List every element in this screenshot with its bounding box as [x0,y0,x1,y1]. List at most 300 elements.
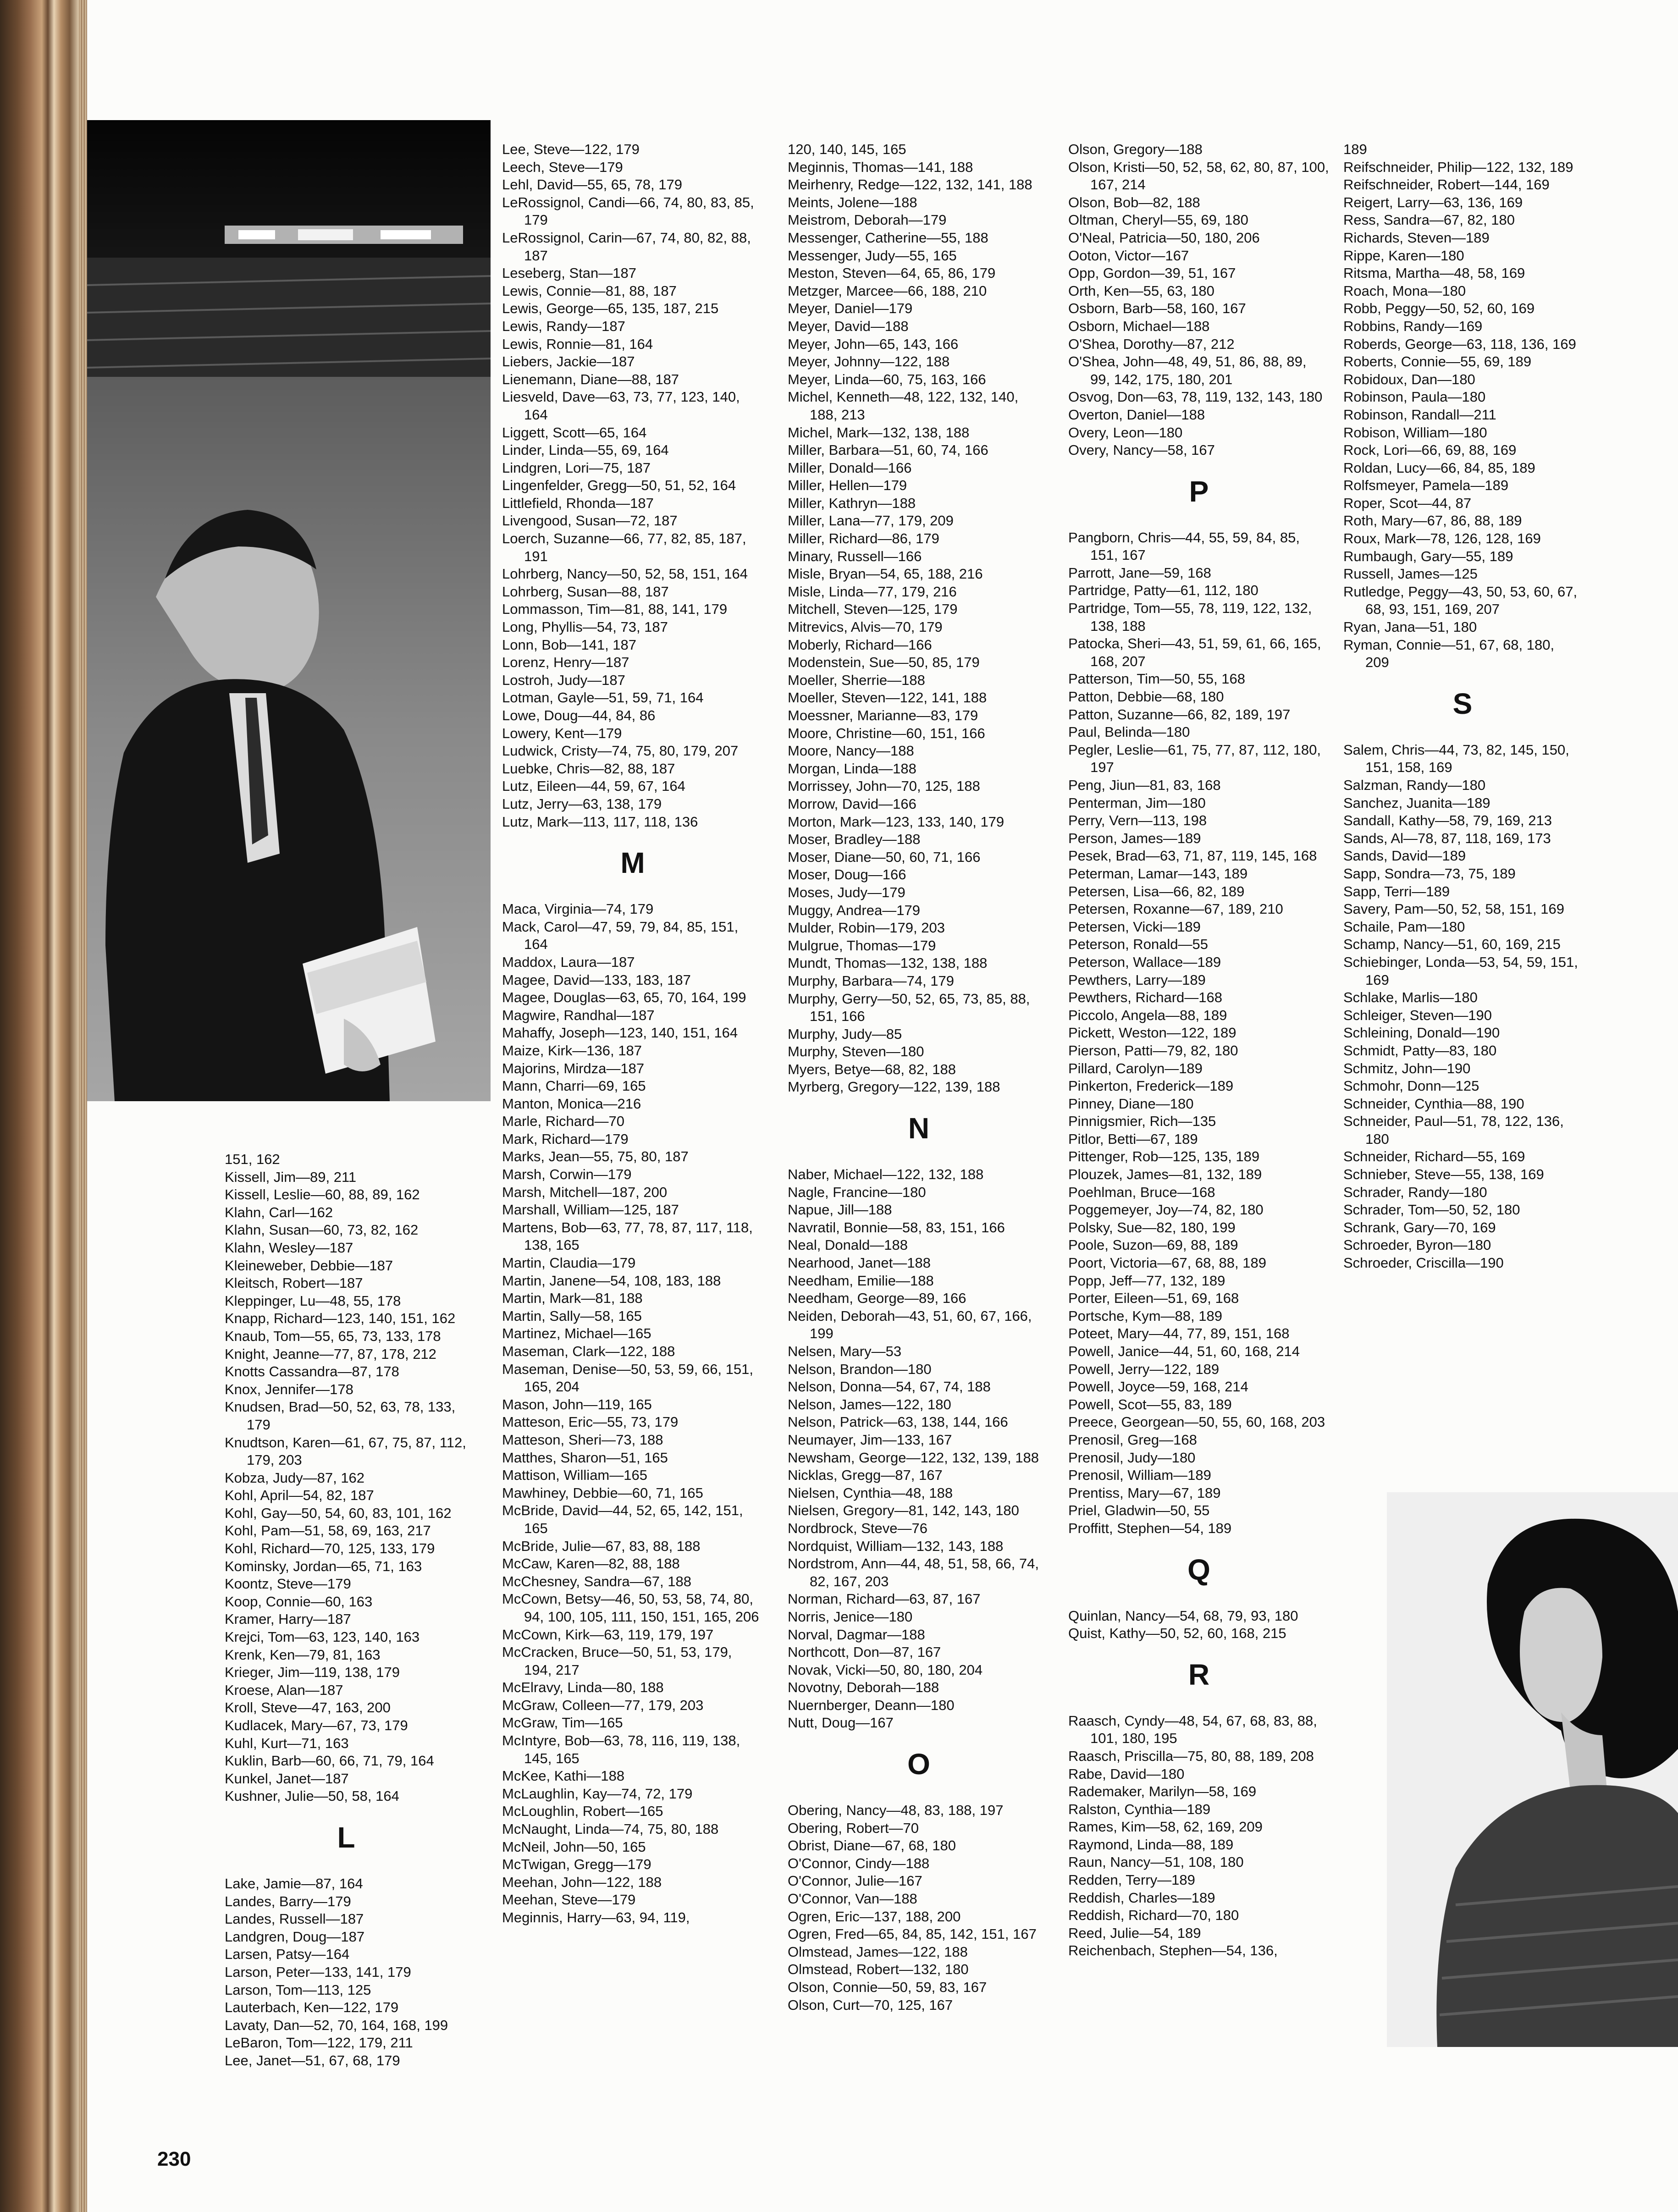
index-entry: Meyer, Linda—60, 75, 163, 166 [788,371,986,387]
index-entry: Marle, Richard—70 [502,1113,625,1130]
index-entry: Magee, David—133, 183, 187 [502,971,691,988]
index-entry: Schmitz, John—190 [1343,1060,1471,1076]
index-entry: LeRossignol, Candi—66, 74, 80, 83, 85, 179 [502,194,754,228]
index-entry: Poort, Victoria—67, 68, 88, 189 [1068,1255,1266,1271]
index-entry: Morrow, David—166 [788,795,916,812]
index-entry: 120, 140, 145, 165 [788,141,906,157]
index-entry: Portsche, Kym—88, 189 [1068,1307,1222,1324]
index-entry: Kleppinger, Lu—48, 55, 178 [225,1292,401,1309]
index-entry: Patton, Debbie—68, 180 [1068,689,1224,705]
index-entry: Kleitsch, Robert—187 [225,1275,363,1291]
index-entry: Raun, Nancy—51, 108, 180 [1068,1854,1244,1870]
index-entry: Meston, Steven—64, 65, 86, 179 [788,265,996,281]
index-entry: Naber, Michael—122, 132, 188 [788,1166,984,1183]
index-entry: Nagle, Francine—180 [788,1184,926,1200]
index-letter-heading: L [337,1820,355,1854]
index-entry: Lee, Steve—122, 179 [502,141,640,157]
index-entry: Reifschneider, Robert—144, 169 [1343,177,1550,193]
index-entry: McCracken, Bruce—50, 51, 53, 179, 194, 217 [502,1644,732,1678]
index-entry: Meehan, John—122, 188 [502,1874,662,1890]
index-entry: Lutz, Mark—113, 117, 118, 136 [502,813,698,830]
index-entry: Patterson, Tim—50, 55, 168 [1068,671,1245,687]
index-entry: Livengood, Susan—72, 187 [502,513,678,529]
index-entry: Neiden, Deborah—43, 51, 60, 67, 166, 199 [788,1307,1032,1342]
index-letter-heading: S [1452,687,1473,720]
index-entry: Preece, Georgean—50, 55, 60, 168, 203 [1068,1414,1325,1430]
index-entry: Petersen, Roxanne—67, 189, 210 [1068,901,1283,917]
index-entry: Nelson, Patrick—63, 138, 144, 166 [788,1414,1008,1430]
index-entry: Moeller, Sherrie—188 [788,672,925,688]
index-entry: Maseman, Clark—122, 188 [502,1343,675,1359]
index-entry: Quist, Kathy—50, 52, 60, 168, 215 [1068,1625,1286,1642]
index-entry: Olson, Gregory—188 [1068,141,1203,157]
index-entry: Roberts, Connie—55, 69, 189 [1343,353,1532,370]
index-entry: McLoughlin, Robert—165 [502,1803,663,1820]
index-entry: Sapp, Terri—189 [1343,883,1450,899]
index-entry: McCaw, Karen—82, 88, 188 [502,1556,680,1572]
index-entry: Moses, Judy—179 [788,884,905,900]
index-entry: Olmstead, James—122, 188 [788,1943,968,1960]
index-entry: Neal, Donald—188 [788,1237,908,1253]
index-entry: Michel, Kenneth—48, 122, 132, 140, 188, 213 [788,389,1019,423]
index-entry: Ritsma, Martha—48, 58, 169 [1343,265,1525,281]
index-entry: Messenger, Catherine—55, 188 [788,229,988,246]
index-entry: Schleining, Donald—190 [1343,1025,1500,1041]
index-entry: McTwigan, Gregg—179 [502,1856,651,1873]
index-entry: Proffitt, Stephen—54, 189 [1068,1520,1232,1536]
index-entry: Novak, Vicki—50, 80, 180, 204 [788,1661,983,1678]
index-entry: Majorins, Mirdza—187 [502,1060,645,1076]
index-entry: Mulder, Robin—179, 203 [788,920,945,936]
index-entry: Newsham, George—122, 132, 139, 188 [788,1449,1039,1466]
index-entry: Rames, Kim—58, 62, 169, 209 [1068,1819,1263,1835]
index-entry: Roldan, Lucy—66, 84, 85, 189 [1343,459,1535,476]
index-entry: Kuklin, Barb—60, 66, 71, 79, 164 [225,1753,434,1769]
index-entry: Kohl, Pam—51, 58, 69, 163, 217 [225,1522,431,1539]
index-entry: Lake, Jamie—87, 164 [225,1875,363,1892]
index-entry: Peng, Jiun—81, 83, 168 [1068,777,1221,793]
index-column-4 [1068,141,1330,1960]
index-entry: Neumayer, Jim—133, 167 [788,1431,952,1448]
index-entry: 189 [1343,141,1367,157]
index-entry: Sands, Al—78, 87, 118, 169, 173 [1343,830,1551,846]
index-entry: Maddox, Laura—187 [502,954,635,970]
index-entry: Miller, Hellen—179 [788,477,907,494]
index-entry: Meyer, Daniel—179 [788,300,913,317]
index-entry: Roach, Mona—180 [1343,282,1466,299]
index-entry: Ryan, Jana—51, 180 [1343,619,1477,635]
index-entry: Raasch, Cyndy—48, 54, 67, 68, 83, 88, 101, 180, 195 [1068,1712,1317,1747]
index-entry: Orth, Ken—55, 63, 180 [1068,282,1214,299]
index-entry: Robidoux, Dan—180 [1343,371,1475,387]
index-entry: Lienemann, Diane—88, 187 [502,371,679,387]
index-entry: Robbins, Randy—169 [1343,318,1483,334]
index-entry: Moberly, Richard—166 [788,636,932,653]
index-entry: Ryman, Connie—51, 67, 68, 180, 209 [1343,636,1555,671]
index-entry: Salem, Chris—44, 73, 82, 145, 150, 151, 158, 169 [1343,741,1569,776]
index-entry: Opp, Gordon—39, 51, 167 [1068,265,1236,281]
index-entry: Kissell, Leslie—60, 88, 89, 162 [225,1186,420,1203]
index-letter-heading: R [1188,1658,1210,1691]
index-entry: Rabe, David—180 [1068,1765,1185,1782]
index-entry: Pewthers, Richard—168 [1068,989,1222,1006]
index-entry: Partridge, Tom—55, 78, 119, 122, 132, 138, 188 [1068,600,1312,634]
index-entry: Krieger, Jim—119, 138, 179 [225,1664,400,1681]
index-entry: Quinlan, Nancy—54, 68, 79, 93, 180 [1068,1607,1298,1624]
index-column-5 [1343,141,1582,1272]
index-entry: Schamp, Nancy—51, 60, 169, 215 [1343,936,1561,953]
index-entry: Olson, Bob—82, 188 [1068,194,1200,210]
index-entry: Meistrom, Deborah—179 [788,212,947,228]
index-entry: Peterson, Ronald—55 [1068,936,1209,953]
index-entry: Maca, Virginia—74, 179 [502,901,654,917]
index-entry: Petersen, Vicki—189 [1068,918,1201,935]
index-entry: Pangborn, Chris—44, 55, 59, 84, 85, 151, 167 [1068,529,1300,563]
index-column-1 [225,1151,468,2070]
index-entry: LeRossignol, Carin—67, 74, 80, 82, 88, 187 [502,229,751,264]
index-entry: Matteson, Eric—55, 73, 179 [502,1414,679,1430]
index-entry: Matthes, Sharon—51, 165 [502,1449,668,1466]
index-entry: Penterman, Jim—180 [1068,794,1206,811]
index-entry: Moore, Nancy—188 [788,743,914,759]
index-entry: McGraw, Colleen—77, 179, 203 [502,1697,704,1713]
index-entry: Murphy, Steven—180 [788,1043,924,1060]
index-entry: Piccolo, Angela—88, 189 [1068,1007,1227,1023]
index-entry: McCown, Betsy—46, 50, 53, 58, 74, 80, 94, 100, 105, 111, 150, 151, 165, 206 [502,1591,759,1625]
index-entry: Miller, Richard—86, 179 [788,530,939,547]
index-entry: Kohl, Richard—70, 125, 133, 179 [225,1540,435,1557]
index-entry: Meints, Jolene—188 [788,194,917,210]
index-entry: Mundt, Thomas—132, 138, 188 [788,955,988,971]
index-entry: Martens, Bob—63, 77, 78, 87, 117, 118, 138, 165 [502,1219,753,1253]
index-entry: Murphy, Judy—85 [788,1026,902,1042]
index-entry: Reddish, Richard—70, 180 [1068,1907,1239,1924]
index-entry: Lohrberg, Susan—88, 187 [502,583,669,600]
index-entry: Richards, Steven—189 [1343,229,1490,246]
index-entry: Lohrberg, Nancy—50, 52, 58, 151, 164 [502,566,748,582]
photo-student-portrait [1387,1492,1678,2047]
index-entry: Lewis, Ronnie—81, 164 [502,336,653,352]
index-entry: Reigert, Larry—63, 136, 169 [1343,194,1523,210]
index-entry: Nearhood, Janet—188 [788,1255,931,1271]
index-entry: Nordbrock, Steve—76 [788,1520,927,1536]
index-entry: Olson, Connie—50, 59, 83, 167 [788,1979,987,1995]
index-entry: Patocka, Sheri—43, 51, 59, 61, 66, 165, 168, 207 [1068,635,1321,669]
index-entry: Prenosil, Judy—180 [1068,1449,1196,1466]
index-entry: Lee, Janet—51, 67, 68, 179 [225,2052,400,2069]
index-entry: Mack, Carol—47, 59, 79, 84, 85, 151, 164 [502,918,739,953]
index-entry: Robison, William—180 [1343,424,1487,441]
index-entry: Olson, Kristi—50, 52, 58, 62, 80, 87, 100, 167, 214 [1068,159,1329,193]
index-entry: McLaughlin, Kay—74, 72, 179 [502,1785,693,1802]
index-entry: Marshall, William—125, 187 [502,1202,679,1218]
index-entry: Nelson, Donna—54, 67, 74, 188 [788,1379,991,1395]
index-entry: Pillard, Carolyn—189 [1068,1060,1203,1076]
index-entry: Meginnis, Harry—63, 94, 119, [502,1909,690,1925]
index-entry: Larsen, Patsy—164 [225,1946,350,1963]
index-entry: Pierson, Patti—79, 82, 180 [1068,1042,1238,1059]
index-entry: Norval, Dagmar—188 [788,1626,925,1643]
index-entry: Person, James—189 [1068,830,1201,846]
index-entry: Schnieber, Steve—55, 138, 169 [1343,1166,1544,1183]
index-entry: Schneider, Paul—51, 78, 122, 136, 180 [1343,1113,1564,1147]
index-entry: Moser, Bradley—188 [788,831,921,848]
index-entry: Messenger, Judy—55, 165 [788,247,957,264]
index-entry: Rippe, Karen—180 [1343,247,1464,264]
index-entry: Poggemeyer, Joy—74, 82, 180 [1068,1202,1264,1218]
index-entry: Schmidt, Patty—83, 180 [1343,1042,1497,1059]
index-entry: Myers, Betye—68, 82, 188 [788,1061,956,1077]
index-entry: McNaught, Linda—74, 75, 80, 188 [502,1821,719,1837]
index-entry: Knudsen, Brad—50, 52, 63, 78, 133, 179 [225,1399,456,1433]
photo-student-portrait-graphic [1387,1492,1678,2047]
index-entry: LeBaron, Tom—122, 179, 211 [225,2035,413,2051]
index-entry: Klahn, Carl—162 [225,1204,333,1220]
index-entry: Lowery, Kent—179 [502,725,622,741]
index-entry: Porter, Eileen—51, 69, 168 [1068,1290,1239,1307]
index-entry: Miller, Lana—77, 179, 209 [788,513,954,529]
index-entry: Overy, Leon—180 [1068,424,1183,441]
index-entry: Schroeder, Criscilla—190 [1343,1255,1504,1271]
index-entry: Morrissey, John—70, 125, 188 [788,778,980,794]
index-entry: Moeller, Steven—122, 141, 188 [788,690,987,706]
index-entry: Osvog, Don—63, 78, 119, 132, 143, 180 [1068,389,1323,405]
index-entry: Schroeder, Byron—180 [1343,1237,1491,1253]
index-entry: Ress, Sandra—67, 82, 180 [1343,212,1515,228]
index-letter-heading: P [1189,474,1209,508]
index-entry: Reichenbach, Stephen—54, 136, [1068,1942,1278,1959]
index-entry: Prenosil, Greg—168 [1068,1431,1197,1448]
index-entry: Moser, Doug—166 [788,866,906,883]
index-entry: O'Connor, Cindy—188 [788,1855,930,1871]
index-entry: Olmstead, Robert—132, 180 [788,1961,969,1978]
index-entry: Lindgren, Lori—75, 187 [502,459,651,476]
index-entry: Rock, Lori—66, 69, 88, 169 [1343,442,1517,458]
index-entry: Norman, Richard—63, 87, 167 [788,1591,981,1607]
index-entry: Knight, Jeanne—77, 87, 178, 212 [225,1346,436,1362]
index-entry: Perry, Vern—113, 198 [1068,812,1207,829]
index-entry: Knapp, Richard—123, 140, 151, 162 [225,1310,456,1327]
index-entry: 151, 162 [225,1151,280,1167]
index-entry: Lonn, Bob—141, 187 [502,636,637,653]
index-entry: Sandall, Kathy—58, 79, 169, 213 [1343,812,1552,829]
index-entry: Morgan, Linda—188 [788,760,916,777]
index-entry: O'Connor, Julie—167 [788,1873,922,1889]
index-entry: Kohl, Gay—50, 54, 60, 83, 101, 162 [225,1505,452,1521]
index-entry: Kissell, Jim—89, 211 [225,1169,357,1185]
index-entry: Knox, Jennifer—178 [225,1381,353,1397]
index-entry: Peterman, Lamar—143, 189 [1068,865,1248,882]
index-entry: Meyer, David—188 [788,318,909,334]
index-entry: Kuhl, Kurt—71, 163 [225,1735,349,1751]
index-entry: Kleineweber, Debbie—187 [225,1257,393,1274]
index-entry: Knotts Cassandra—87, 178 [225,1363,399,1380]
index-entry: Novotny, Deborah—188 [788,1679,939,1696]
index-entry: Nielsen, Cynthia—48, 188 [788,1484,953,1501]
index-entry: Pickett, Weston—122, 189 [1068,1025,1236,1041]
index-entry: McKee, Kathi—188 [502,1768,625,1784]
index-entry: Marsh, Mitchell—187, 200 [502,1184,668,1200]
index-entry: McGraw, Tim—165 [502,1715,623,1731]
index-entry: Murphy, Barbara—74, 179 [788,972,955,989]
index-letter-heading: Q [1187,1553,1210,1586]
index-entry: Kushner, Julie—50, 58, 164 [225,1788,399,1804]
index-entry: Roberds, George—63, 118, 136, 169 [1343,336,1576,352]
index-entry: Prentiss, Mary—67, 189 [1068,1484,1221,1501]
index-entry: Schneider, Cynthia—88, 190 [1343,1095,1524,1112]
index-entry: Schmohr, Donn—125 [1343,1078,1479,1094]
index-entry: Magwire, Randhal—187 [502,1007,655,1023]
index-entry: Lotman, Gayle—51, 59, 71, 164 [502,690,704,706]
index-column-2 [502,141,763,1927]
index-entry: Powell, Scot—55, 83, 189 [1068,1396,1232,1412]
index-entry: Powell, Janice—44, 51, 60, 168, 214 [1068,1343,1300,1359]
index-entry: Miller, Barbara—51, 60, 74, 166 [788,442,988,458]
photo-student-with-books-graphic [87,120,491,1101]
index-entry: Schrader, Randy—180 [1343,1184,1487,1200]
index-entry: Knaub, Tom—55, 65, 73, 133, 178 [225,1328,441,1344]
index-entry: Muggy, Andrea—179 [788,902,920,918]
index-entry: Misle, Linda—77, 179, 216 [788,583,957,600]
index-entry: Reifschneider, Philip—122, 132, 189 [1343,159,1573,175]
index-entry: Larson, Tom—113, 125 [225,1981,371,1998]
index-entry: Marks, Jean—55, 75, 80, 187 [502,1148,689,1165]
index-entry: Robb, Peggy—50, 52, 60, 169 [1343,300,1535,317]
index-entry: Ludwick, Cristy—74, 75, 80, 179, 207 [502,743,739,759]
index-entry: Magee, Douglas—63, 65, 70, 164, 199 [502,989,746,1006]
index-entry: Martin, Mark—81, 188 [502,1290,643,1307]
index-entry: Nicklas, Gregg—87, 167 [788,1467,943,1484]
index-entry: Martin, Sally—58, 165 [502,1307,642,1324]
index-entry: Poehlman, Bruce—168 [1068,1184,1215,1200]
index-entry: Michel, Mark—132, 138, 188 [788,424,970,441]
index-entry: Schleiger, Steven—190 [1343,1007,1492,1023]
index-entry: Maize, Kirk—136, 187 [502,1042,642,1059]
index-entry: Powell, Jerry—122, 189 [1068,1361,1220,1377]
index-entry: O'Shea, John—48, 49, 51, 86, 88, 89, 99, 142, 175, 180, 201 [1068,353,1307,387]
index-entry: Morton, Mark—123, 133, 140, 179 [788,813,1005,830]
index-entry: Polsky, Sue—82, 180, 199 [1068,1219,1236,1236]
index-entry: Lewis, George—65, 135, 187, 215 [502,300,719,317]
index-entry: Rolfsmeyer, Pamela—189 [1343,477,1509,494]
index-entry: Koop, Connie—60, 163 [225,1593,373,1610]
index-column-3 [788,141,1050,2014]
index-entry: Koontz, Steve—179 [225,1576,351,1592]
index-entry: Nielsen, Gregory—81, 142, 143, 180 [788,1502,1019,1519]
index-entry: Raymond, Linda—88, 189 [1068,1836,1234,1853]
index-entry: Kunkel, Janet—187 [225,1770,349,1787]
index-entry: Martin, Janene—54, 108, 183, 188 [502,1272,721,1289]
index-entry: Liesveld, Dave—63, 73, 77, 123, 140, 164 [502,389,740,423]
index-entry: Pittenger, Rob—125, 135, 189 [1068,1148,1260,1165]
index-entry: Roth, Mary—67, 86, 88, 189 [1343,513,1522,529]
index-entry: Lutz, Eileen—44, 59, 67, 164 [502,778,685,794]
index-entry: Napue, Jill—188 [788,1202,892,1218]
index-entry: Lingenfelder, Gregg—50, 51, 52, 164 [502,477,736,494]
index-entry: Meirhenry, Redge—122, 132, 141, 188 [788,177,1032,193]
index-entry: Minary, Russell—166 [788,548,922,564]
index-entry: Krenk, Ken—79, 81, 163 [225,1646,381,1663]
index-entry: Salzman, Randy—180 [1343,777,1486,793]
index-entry: Mann, Charri—69, 165 [502,1078,646,1094]
index-entry: Poole, Suzon—69, 88, 189 [1068,1237,1238,1253]
index-entry: Meyer, Johnny—122, 188 [788,353,950,370]
index-entry: Patton, Suzanne—66, 82, 189, 197 [1068,706,1291,723]
index-entry: Overy, Nancy—58, 167 [1068,442,1215,458]
index-entry: Lehl, David—55, 65, 78, 179 [502,177,682,193]
index-entry: Lewis, Connie—81, 88, 187 [502,282,677,299]
index-entry: Miller, Donald—166 [788,459,912,476]
index-entry: Petersen, Lisa—66, 82, 189 [1068,883,1245,899]
index-entry: Overton, Daniel—188 [1068,406,1205,423]
index-entry: Olson, Curt—70, 125, 167 [788,1997,953,2013]
index-entry: Schrank, Gary—70, 169 [1343,1219,1496,1236]
index-entry: Sands, David—189 [1343,848,1466,864]
index-entry: Osborn, Michael—188 [1068,318,1210,334]
index-entry: Mark, Richard—179 [502,1131,629,1147]
index-entry: Poteet, Mary—44, 77, 89, 151, 168 [1068,1325,1290,1342]
index-entry: Obering, Robert—70 [788,1820,919,1836]
index-entry: Larson, Peter—133, 141, 179 [225,1964,411,1980]
index-entry: Murphy, Gerry—50, 52, 65, 73, 85, 88, 151, 166 [788,990,1030,1025]
index-entry: Oltman, Cheryl—55, 69, 180 [1068,212,1248,228]
index-entry: Roux, Mark—78, 126, 128, 169 [1343,530,1541,547]
index-entry: Lewis, Randy—187 [502,318,625,334]
index-entry: Mawhiney, Debbie—60, 71, 165 [502,1484,703,1501]
index-entry: Ogren, Eric—137, 188, 200 [788,1908,961,1925]
index-entry: Metzger, Marcee—66, 188, 210 [788,282,987,299]
index-entry: Norris, Jenice—180 [788,1608,913,1625]
index-entry: Roper, Scot—44, 87 [1343,495,1472,511]
index-entry: Luebke, Chris—82, 88, 187 [502,760,675,777]
index-entry: Nutt, Doug—167 [788,1715,894,1731]
page-number: 230 [157,2148,191,2170]
index-entry: Mason, John—119, 165 [502,1396,652,1412]
index-entry: Navratil, Bonnie—58, 83, 151, 166 [788,1219,1005,1236]
index-entry: Myrberg, Gregory—122, 139, 188 [788,1079,1000,1095]
index-entry: Nordstrom, Ann—44, 48, 51, 58, 66, 74, 82, 167, 203 [788,1556,1039,1589]
index-entry: Long, Phyllis—54, 73, 187 [502,619,668,635]
index-entry: Lutz, Jerry—63, 138, 179 [502,795,662,812]
book-binding-edge [0,0,87,2212]
index-entry: Ooton, Victor—167 [1068,247,1189,264]
index-entry: McElravy, Linda—80, 188 [502,1679,664,1696]
index-entry: Lostroh, Judy—187 [502,672,625,688]
index-entry: Pinney, Diane—180 [1068,1095,1194,1112]
index-entry: Lorenz, Henry—187 [502,654,629,671]
index-entry: Peterson, Wallace—189 [1068,954,1221,970]
index-entry: Raasch, Priscilla—75, 80, 88, 189, 208 [1068,1748,1314,1764]
index-entry: Rumbaugh, Gary—55, 189 [1343,548,1513,564]
index-entry: Kudlacek, Mary—67, 73, 179 [225,1717,408,1733]
index-entry: Misle, Bryan—54, 65, 188, 216 [788,566,983,582]
index-entry: McCown, Kirk—63, 119, 179, 197 [502,1626,714,1643]
index-entry: Nordquist, William—132, 143, 188 [788,1538,1004,1554]
index-entry: Partridge, Patty—61, 112, 180 [1068,582,1258,599]
index-entry: Liggett, Scott—65, 164 [502,424,647,441]
index-entry: Kramer, Harry—187 [225,1611,351,1627]
index-entry: Leech, Steve—179 [502,159,623,175]
index-entry: Rutledge, Peggy—43, 50, 53, 60, 67, 68, 93, 151, 169, 207 [1343,583,1578,618]
index-entry: Martin, Claudia—179 [502,1255,636,1271]
index-entry: Knudtson, Karen—61, 67, 75, 87, 112, 179, 203 [225,1434,466,1468]
index-entry: Kroese, Alan—187 [225,1682,343,1698]
index-entry: McBride, David—44, 52, 65, 142, 151, 165 [502,1502,743,1536]
index-entry: Meyer, John—65, 143, 166 [788,336,959,352]
index-entry: Krejci, Tom—63, 123, 140, 163 [225,1629,420,1645]
index-entry: Matteson, Sheri—73, 188 [502,1431,663,1448]
index-entry: Marsh, Corwin—179 [502,1166,632,1183]
